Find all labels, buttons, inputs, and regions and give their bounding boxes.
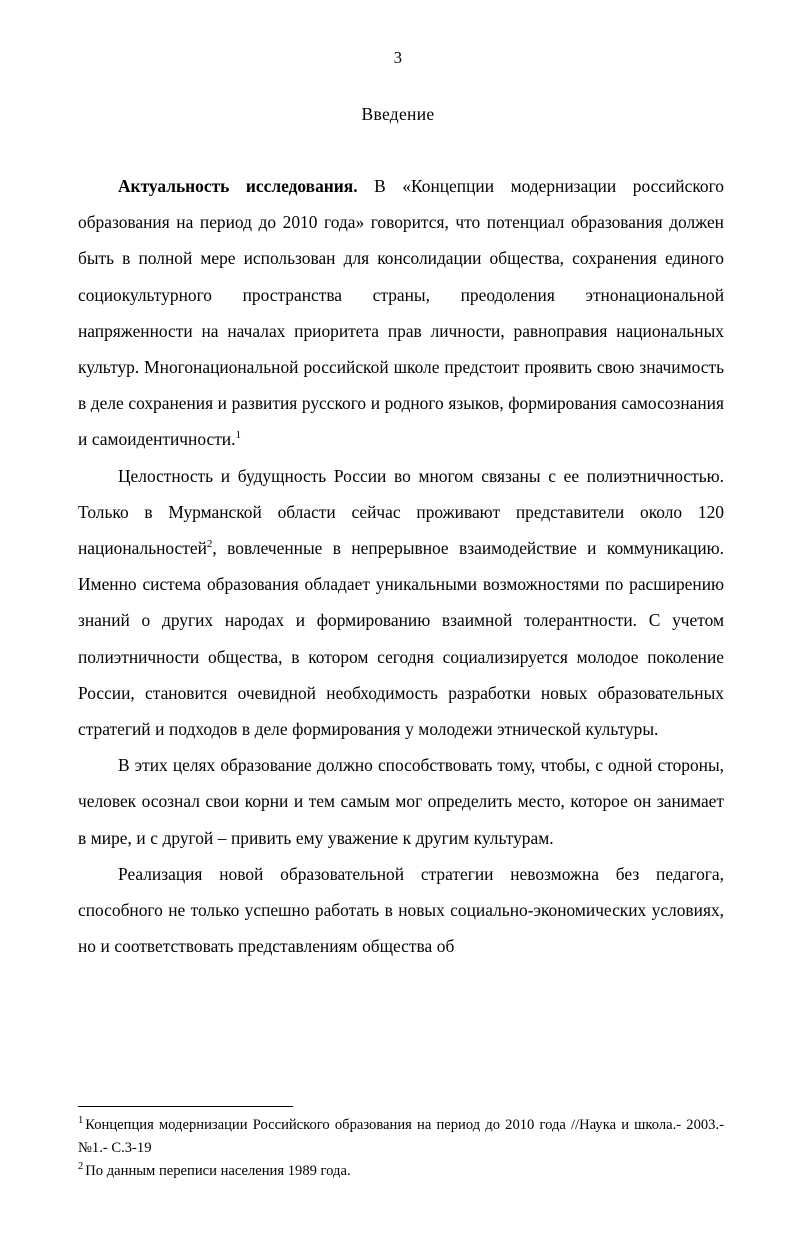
footnote-1-text: Концепция модернизации Российского образования на период до 2010 года //Наука и школа.- 2003.- №1.- С.3-19 [78,1117,724,1156]
paragraph-1-lead: Актуальность исследования. [118,176,358,196]
footnote-1 [78,1114,724,1159]
footnote-ref-1[interactable]: 1 [235,429,241,442]
footnote-area [78,1106,724,1183]
footnote-1-marker: 1 [78,1115,84,1127]
paragraph-2 [78,458,724,748]
paragraph-3: В этих целях образование должно способствовать тому, чтобы, с одной стороны, человек осознал свои корни и тем самым мог определить место, которое он занимает в мире, и с другой – привить ему уважение к другим культурам. [78,755,724,848]
document-body [78,168,724,964]
footnote-2-text: По данным переписи населения 1989 года. [85,1163,351,1179]
paragraph-1 [78,168,724,458]
footnote-ref-2[interactable]: 2 [206,538,213,551]
paragraph-2-text-before: Целостность и будущность России во многом связаны с ее полиэтничностью. Только в Мурманской области сейчас проживают представители около 120 национальностей [78,465,724,559]
paragraph-4: Реализация новой образовательной стратегии невозможна без педагога, способного не только успешно работать в новых социально-экономических условиях, но и соответствовать представлениям общества об [78,863,724,957]
page-title: Введение [361,104,435,124]
paragraph-1-text: В «Концепции модернизации российского образования на период до 2010 года» говорится, что потенциал образования должен быть в полной мере использован для консолидации общества, сохранения единого социокультурного пространства страны, преодоления этнонациональной напряженности на началах приоритета прав личности, равноправия национальных культур. Многонациональной российской школе предстоит проявить свою значимость в деле сохранения и развития русского и родного языков, формирования самосознания и самоидентичности. [78,176,724,450]
footnote-separator [78,1106,293,1107]
footnote-2 [78,1160,724,1183]
page-number: 3 [393,48,403,67]
paragraph-2-text-after: , вовлеченные в непрерывное взаимодействие и коммуникацию. Именно система образования обладает уникальными возможностями по расширению знаний о других народах и формированию взаимной толерантности. С учетом полиэтничности общества, в котором сегодня социализируется молодое поколение России, становится очевидной необходимость разработки новых образовательных стратегий и подходов в деле формирования у молодежи этнической культуры. [78,538,724,740]
footnote-2-marker: 2 [78,1161,84,1173]
